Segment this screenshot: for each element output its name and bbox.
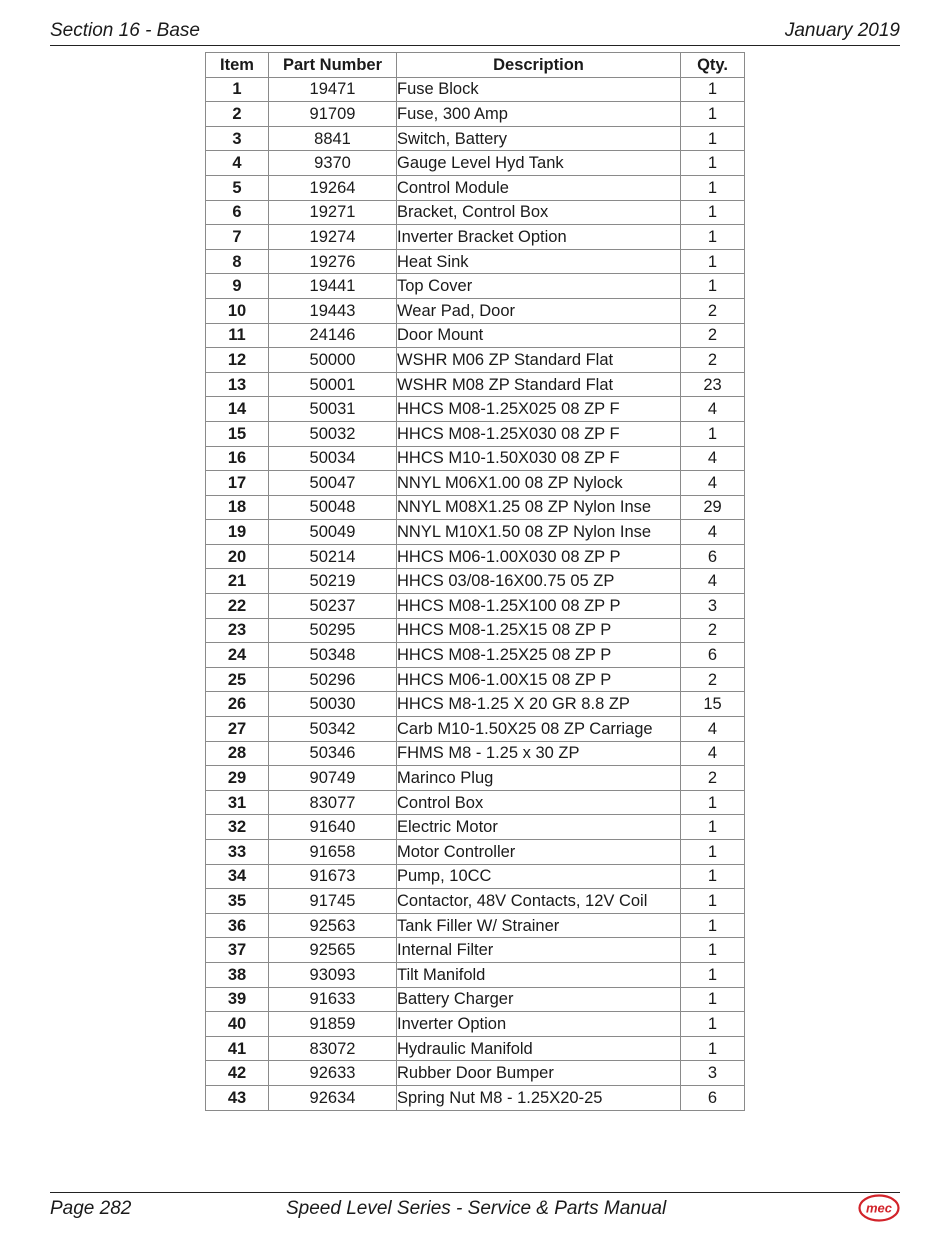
cell-part-number: 92633: [269, 1061, 397, 1086]
table-row: [206, 126, 745, 151]
page-number: Page 282: [50, 1198, 132, 1219]
cell-qty: 23: [681, 372, 745, 397]
cell-item: 40: [206, 1012, 269, 1037]
cell-item: 25: [206, 667, 269, 692]
cell-part-number: 50048: [269, 495, 397, 520]
cell-description: Control Module: [397, 175, 681, 200]
table-row: [206, 200, 745, 225]
cell-item: 12: [206, 348, 269, 373]
cell-description: Carb M10-1.50X25 08 ZP Carriage: [397, 717, 681, 742]
cell-item: 39: [206, 987, 269, 1012]
cell-qty: 2: [681, 766, 745, 791]
table-row: [206, 840, 745, 865]
cell-qty: 1: [681, 421, 745, 446]
cell-part-number: 50296: [269, 667, 397, 692]
cell-part-number: 50348: [269, 643, 397, 668]
cell-qty: 6: [681, 1085, 745, 1110]
cell-part-number: 50237: [269, 594, 397, 619]
cell-qty: 1: [681, 864, 745, 889]
cell-item: 18: [206, 495, 269, 520]
table-row: [206, 717, 745, 742]
cell-description: Control Box: [397, 790, 681, 815]
cell-description: Wear Pad, Door: [397, 298, 681, 323]
cell-qty: 1: [681, 249, 745, 274]
cell-qty: 4: [681, 446, 745, 471]
column-header-qty: Qty.: [681, 53, 745, 78]
cell-part-number: 19443: [269, 298, 397, 323]
cell-description: Door Mount: [397, 323, 681, 348]
cell-item: 2: [206, 102, 269, 127]
cell-item: 1: [206, 77, 269, 102]
cell-description: HHCS M08-1.25X100 08 ZP P: [397, 594, 681, 619]
cell-part-number: 50219: [269, 569, 397, 594]
cell-part-number: 83072: [269, 1036, 397, 1061]
table-row: [206, 962, 745, 987]
cell-description: HHCS M08-1.25X025 08 ZP F: [397, 397, 681, 422]
cell-part-number: 83077: [269, 790, 397, 815]
cell-qty: 1: [681, 102, 745, 127]
cell-description: NNYL M06X1.00 08 ZP Nylock: [397, 471, 681, 496]
cell-qty: 4: [681, 569, 745, 594]
table-row: [206, 102, 745, 127]
cell-item: 7: [206, 225, 269, 250]
table-row: [206, 225, 745, 250]
table-row: [206, 790, 745, 815]
table-row: [206, 77, 745, 102]
cell-item: 35: [206, 889, 269, 914]
table-row: [206, 692, 745, 717]
cell-item: 8: [206, 249, 269, 274]
cell-item: 29: [206, 766, 269, 791]
cell-item: 20: [206, 544, 269, 569]
cell-description: WSHR M06 ZP Standard Flat: [397, 348, 681, 373]
page-header: [50, 19, 900, 46]
table-row: [206, 618, 745, 643]
section-title: Section 16 - Base: [50, 20, 200, 41]
cell-item: 6: [206, 200, 269, 225]
cell-part-number: 50346: [269, 741, 397, 766]
cell-description: Inverter Option: [397, 1012, 681, 1037]
parts-table: [205, 52, 745, 1111]
table-row: [206, 1036, 745, 1061]
table-row: [206, 594, 745, 619]
table-row: [206, 397, 745, 422]
cell-description: Pump, 10CC: [397, 864, 681, 889]
cell-qty: 4: [681, 397, 745, 422]
cell-part-number: 50031: [269, 397, 397, 422]
logo-text: mec: [865, 1200, 893, 1216]
cell-part-number: 50030: [269, 692, 397, 717]
cell-description: HHCS 03/08-16X00.75 05 ZP: [397, 569, 681, 594]
cell-item: 38: [206, 962, 269, 987]
cell-description: Marinco Plug: [397, 766, 681, 791]
cell-part-number: 93093: [269, 962, 397, 987]
cell-qty: 1: [681, 77, 745, 102]
table-row: [206, 495, 745, 520]
cell-description: FHMS M8 - 1.25 x 30 ZP: [397, 741, 681, 766]
cell-description: Heat Sink: [397, 249, 681, 274]
table-row: [206, 421, 745, 446]
cell-description: Switch, Battery: [397, 126, 681, 151]
cell-part-number: 19276: [269, 249, 397, 274]
cell-qty: 29: [681, 495, 745, 520]
cell-qty: 1: [681, 225, 745, 250]
cell-description: NNYL M10X1.50 08 ZP Nylon Inse: [397, 520, 681, 545]
header-date: January 2019: [784, 20, 900, 41]
table-row: [206, 1012, 745, 1037]
cell-qty: 4: [681, 520, 745, 545]
cell-item: 24: [206, 643, 269, 668]
cell-item: 16: [206, 446, 269, 471]
cell-part-number: 91859: [269, 1012, 397, 1037]
cell-part-number: 8841: [269, 126, 397, 151]
cell-qty: 4: [681, 741, 745, 766]
cell-description: Tilt Manifold: [397, 962, 681, 987]
cell-description: WSHR M08 ZP Standard Flat: [397, 372, 681, 397]
cell-qty: 1: [681, 840, 745, 865]
cell-qty: 6: [681, 544, 745, 569]
table-row: [206, 643, 745, 668]
table-row: [206, 864, 745, 889]
cell-qty: 1: [681, 274, 745, 299]
cell-qty: 1: [681, 1036, 745, 1061]
table-row: [206, 667, 745, 692]
table-row: [206, 175, 745, 200]
table-row: [206, 766, 745, 791]
table-row: [206, 372, 745, 397]
table-row: [206, 741, 745, 766]
cell-description: Electric Motor: [397, 815, 681, 840]
cell-qty: 4: [681, 717, 745, 742]
table-row: [206, 987, 745, 1012]
cell-qty: 2: [681, 348, 745, 373]
cell-description: NNYL M08X1.25 08 ZP Nylon Inse: [397, 495, 681, 520]
cell-item: 31: [206, 790, 269, 815]
cell-description: Gauge Level Hyd Tank: [397, 151, 681, 176]
cell-qty: 1: [681, 200, 745, 225]
cell-item: 14: [206, 397, 269, 422]
cell-part-number: 19471: [269, 77, 397, 102]
cell-part-number: 9370: [269, 151, 397, 176]
cell-item: 11: [206, 323, 269, 348]
cell-item: 26: [206, 692, 269, 717]
cell-item: 17: [206, 471, 269, 496]
table-row: [206, 520, 745, 545]
cell-part-number: 50214: [269, 544, 397, 569]
cell-qty: 1: [681, 1012, 745, 1037]
cell-description: Fuse Block: [397, 77, 681, 102]
cell-part-number: 91673: [269, 864, 397, 889]
table-row: [206, 274, 745, 299]
table-row: [206, 544, 745, 569]
cell-part-number: 50001: [269, 372, 397, 397]
cell-qty: 3: [681, 1061, 745, 1086]
cell-qty: 3: [681, 594, 745, 619]
table-row: [206, 569, 745, 594]
cell-qty: 1: [681, 126, 745, 151]
cell-description: Hydraulic Manifold: [397, 1036, 681, 1061]
cell-qty: 15: [681, 692, 745, 717]
cell-qty: 1: [681, 962, 745, 987]
cell-part-number: 91709: [269, 102, 397, 127]
cell-part-number: 91640: [269, 815, 397, 840]
table-row: [206, 471, 745, 496]
cell-part-number: 50000: [269, 348, 397, 373]
cell-part-number: 50049: [269, 520, 397, 545]
cell-description: HHCS M08-1.25X15 08 ZP P: [397, 618, 681, 643]
cell-part-number: 50034: [269, 446, 397, 471]
cell-part-number: 91745: [269, 889, 397, 914]
cell-part-number: 50047: [269, 471, 397, 496]
cell-description: HHCS M08-1.25X25 08 ZP P: [397, 643, 681, 668]
cell-item: 4: [206, 151, 269, 176]
table-row: [206, 348, 745, 373]
table-row: [206, 1085, 745, 1110]
cell-item: 43: [206, 1085, 269, 1110]
cell-part-number: 19271: [269, 200, 397, 225]
cell-description: Battery Charger: [397, 987, 681, 1012]
table-row: [206, 323, 745, 348]
table-row: [206, 249, 745, 274]
table-row: [206, 446, 745, 471]
column-header-description: Description: [397, 53, 681, 78]
cell-item: 5: [206, 175, 269, 200]
cell-part-number: 92634: [269, 1085, 397, 1110]
cell-part-number: 50295: [269, 618, 397, 643]
cell-qty: 2: [681, 298, 745, 323]
cell-qty: 6: [681, 643, 745, 668]
cell-part-number: 19274: [269, 225, 397, 250]
cell-item: 23: [206, 618, 269, 643]
cell-item: 10: [206, 298, 269, 323]
table-row: [206, 889, 745, 914]
table-row: [206, 815, 745, 840]
cell-item: 34: [206, 864, 269, 889]
cell-description: HHCS M06-1.00X030 08 ZP P: [397, 544, 681, 569]
cell-item: 36: [206, 913, 269, 938]
cell-part-number: 91658: [269, 840, 397, 865]
cell-part-number: 50032: [269, 421, 397, 446]
cell-part-number: 92565: [269, 938, 397, 963]
cell-qty: 1: [681, 938, 745, 963]
manual-title: Speed Level Series - Service & Parts Manual: [286, 1198, 667, 1219]
cell-description: Tank Filler W/ Strainer: [397, 913, 681, 938]
column-header-item: Item: [206, 53, 269, 78]
cell-description: Bracket, Control Box: [397, 200, 681, 225]
cell-qty: 1: [681, 815, 745, 840]
cell-part-number: 50342: [269, 717, 397, 742]
cell-qty: 1: [681, 151, 745, 176]
cell-description: Contactor, 48V Contacts, 12V Coil: [397, 889, 681, 914]
cell-qty: 2: [681, 618, 745, 643]
cell-item: 33: [206, 840, 269, 865]
table-row: [206, 1061, 745, 1086]
cell-item: 21: [206, 569, 269, 594]
cell-part-number: 24146: [269, 323, 397, 348]
cell-qty: 1: [681, 175, 745, 200]
page-footer: [50, 1192, 900, 1229]
cell-description: Spring Nut M8 - 1.25X20-25: [397, 1085, 681, 1110]
cell-description: Top Cover: [397, 274, 681, 299]
cell-qty: 1: [681, 790, 745, 815]
table-row: [206, 938, 745, 963]
cell-description: Motor Controller: [397, 840, 681, 865]
table-row: [206, 298, 745, 323]
cell-part-number: 19441: [269, 274, 397, 299]
cell-description: HHCS M10-1.50X030 08 ZP F: [397, 446, 681, 471]
cell-item: 32: [206, 815, 269, 840]
cell-qty: 1: [681, 889, 745, 914]
cell-item: 22: [206, 594, 269, 619]
cell-description: Internal Filter: [397, 938, 681, 963]
parts-table-body: [206, 77, 745, 1110]
cell-description: Inverter Bracket Option: [397, 225, 681, 250]
cell-part-number: 91633: [269, 987, 397, 1012]
cell-description: HHCS M08-1.25X030 08 ZP F: [397, 421, 681, 446]
column-header-part-number: Part Number: [269, 53, 397, 78]
cell-qty: 4: [681, 471, 745, 496]
table-row: [206, 151, 745, 176]
cell-item: 27: [206, 717, 269, 742]
cell-item: 9: [206, 274, 269, 299]
cell-item: 13: [206, 372, 269, 397]
cell-item: 15: [206, 421, 269, 446]
cell-part-number: 92563: [269, 913, 397, 938]
cell-part-number: 19264: [269, 175, 397, 200]
cell-part-number: 90749: [269, 766, 397, 791]
cell-item: 37: [206, 938, 269, 963]
table-row: [206, 913, 745, 938]
cell-item: 3: [206, 126, 269, 151]
cell-item: 41: [206, 1036, 269, 1061]
cell-item: 28: [206, 741, 269, 766]
cell-description: HHCS M8-1.25 X 20 GR 8.8 ZP: [397, 692, 681, 717]
cell-description: HHCS M06-1.00X15 08 ZP P: [397, 667, 681, 692]
mec-logo-icon: [858, 1194, 900, 1222]
cell-qty: 1: [681, 987, 745, 1012]
table-header-row: [206, 53, 745, 78]
cell-item: 42: [206, 1061, 269, 1086]
cell-item: 19: [206, 520, 269, 545]
cell-qty: 2: [681, 323, 745, 348]
cell-description: Fuse, 300 Amp: [397, 102, 681, 127]
cell-description: Rubber Door Bumper: [397, 1061, 681, 1086]
cell-qty: 2: [681, 667, 745, 692]
cell-qty: 1: [681, 913, 745, 938]
